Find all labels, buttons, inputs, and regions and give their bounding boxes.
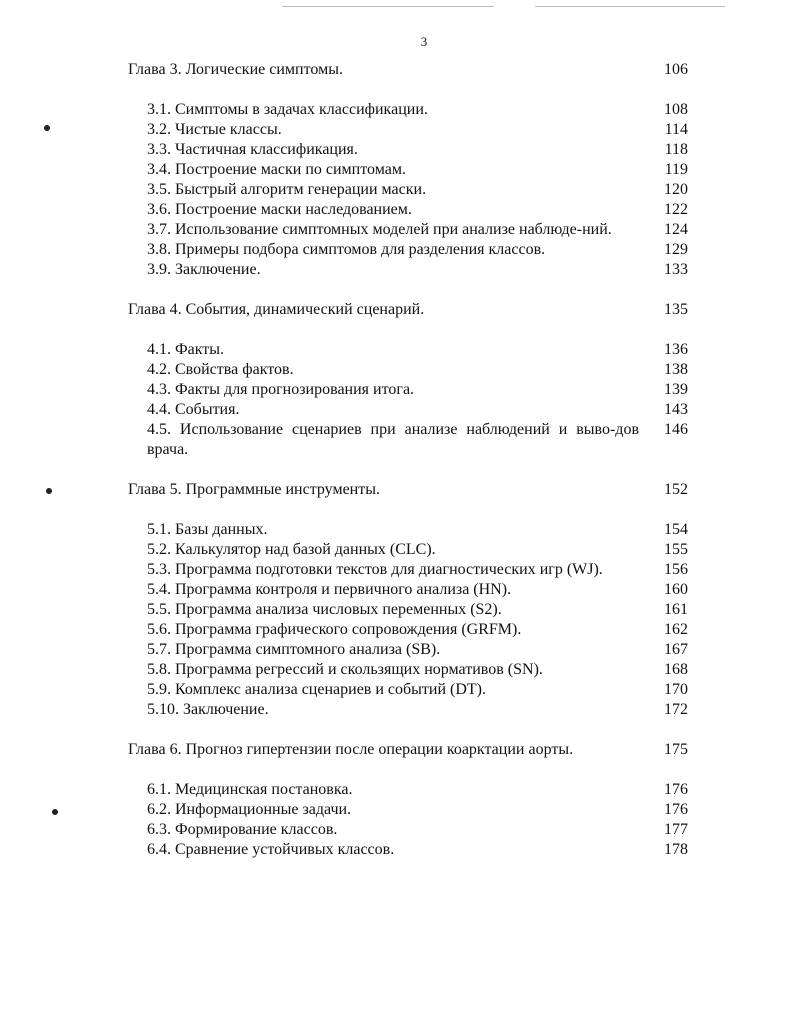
section-title: 3.6. Построение маски наследованием. (147, 201, 412, 218)
section-title: 3.3. Частичная классификация. (147, 141, 358, 158)
chapter-page-number: 152 (664, 481, 688, 498)
chapter-title: Глава 4. События, динамический сценарий. (128, 301, 425, 318)
section-page-number: 176 (664, 781, 688, 798)
chapter-title: Глава 5. Программные инструменты. (128, 481, 380, 498)
section-title: 6.1. Медицинская постановка. (147, 781, 353, 798)
section-title: 5.10. Заключение. (147, 701, 269, 718)
page-number: 3 (420, 34, 428, 49)
section-page-number: 160 (664, 581, 688, 598)
section-page-number: 168 (664, 661, 688, 678)
section-page-number: 136 (664, 341, 688, 358)
toc-section (0, 420, 792, 460)
section-title: 3.5. Быстрый алгоритм генерации маски. (147, 181, 427, 198)
section-page-number: 133 (664, 261, 688, 278)
scan-edge-line (535, 6, 725, 7)
section-title: 3.1. Симптомы в задачах классификации. (147, 101, 428, 118)
toc-section (0, 600, 792, 620)
section-title: 3.4. Построение маски по симптомам. (147, 161, 406, 178)
toc-section (0, 700, 792, 720)
section-list (0, 520, 792, 720)
table-of-contents (0, 60, 792, 880)
toc-section (0, 180, 792, 200)
section-page-number: 176 (664, 801, 688, 818)
toc-section (0, 580, 792, 600)
toc-section (0, 560, 792, 580)
toc-section (0, 520, 792, 540)
chapter-page-number: 135 (664, 301, 688, 318)
toc-section (0, 380, 792, 400)
toc-section (0, 400, 792, 420)
section-page-number: 170 (664, 681, 688, 698)
toc-section (0, 660, 792, 680)
section-page-number: 129 (664, 241, 688, 258)
section-title: 3.9. Заключение. (147, 261, 261, 278)
toc-section (0, 100, 792, 120)
toc-section (0, 220, 792, 240)
section-page-number: 177 (664, 821, 688, 838)
toc-section (0, 120, 792, 140)
toc-section (0, 340, 792, 360)
toc-section (0, 800, 792, 820)
section-page-number: 156 (664, 561, 688, 578)
chapter-title: Глава 6. Прогноз гипертензии после операции коарктации аорты. (128, 741, 574, 758)
toc-chapter (0, 740, 792, 760)
section-page-number: 146 (664, 421, 688, 438)
section-list (0, 340, 792, 460)
chapter-page-number: 106 (664, 61, 688, 78)
section-title: 6.2. Информационные задачи. (147, 801, 352, 818)
section-page-number: 114 (664, 121, 688, 138)
section-page-number: 120 (664, 181, 688, 198)
section-list (0, 100, 792, 280)
chapter-page-number: 175 (664, 741, 688, 758)
section-page-number: 118 (664, 141, 688, 158)
toc-section (0, 140, 792, 160)
toc-section (0, 360, 792, 380)
section-page-number: 162 (664, 621, 688, 638)
section-page-number: 122 (664, 201, 688, 218)
scan-edge-line (282, 6, 494, 7)
section-page-number: 119 (664, 161, 688, 178)
section-page-number: 124 (664, 221, 688, 238)
toc-chapter (0, 480, 792, 500)
section-title: 6.3. Формирование классов. (147, 821, 338, 838)
toc-section (0, 260, 792, 280)
section-title: 5.7. Программа симптомного анализа (SB). (147, 641, 441, 658)
section-title: 4.5. Использование сценариев при анализе наблюдений и выво-дов врача. (147, 421, 639, 458)
section-page-number: 138 (664, 361, 688, 378)
section-title: 5.8. Программа регрессий и скользящих нормативов (SN). (147, 661, 543, 678)
section-title: 4.1. Факты. (147, 341, 225, 358)
toc-section (0, 200, 792, 220)
section-title: 5.4. Программа контроля и первичного анализа (HN). (147, 581, 512, 598)
toc-section (0, 620, 792, 640)
toc-section (0, 840, 792, 860)
section-page-number: 161 (664, 601, 688, 618)
section-title: 3.7. Использование симптомных моделей при анализе наблюде-ний. (147, 221, 612, 238)
toc-chapter (0, 60, 792, 80)
toc-section (0, 240, 792, 260)
section-title: 5.6. Программа графического сопровождения (GRFM). (147, 621, 522, 638)
section-title: 3.2. Чистые классы. (147, 121, 282, 138)
section-page-number: 139 (664, 381, 688, 398)
toc-chapter (0, 300, 792, 320)
toc-section (0, 820, 792, 840)
toc-section (0, 540, 792, 560)
toc-section (0, 640, 792, 660)
section-page-number: 108 (664, 101, 688, 118)
section-page-number: 167 (664, 641, 688, 658)
section-title: 4.2. Свойства фактов. (147, 361, 294, 378)
section-title: 3.8. Примеры подбора симптомов для разделения классов. (147, 241, 546, 258)
section-title: 5.2. Калькулятор над базой данных (CLC). (147, 541, 436, 558)
section-title: 5.5. Программа анализа числовых переменных (S2). (147, 601, 502, 618)
section-page-number: 155 (664, 541, 688, 558)
section-title: 4.4. События. (147, 401, 240, 418)
toc-section (0, 780, 792, 800)
section-title: 5.1. Базы данных. (147, 521, 268, 538)
section-list (0, 780, 792, 860)
section-title: 5.3. Программа подготовки текстов для диагностических игр (WJ). (147, 561, 603, 578)
chapter-title: Глава 3. Логические симптомы. (128, 61, 343, 78)
section-page-number: 154 (664, 521, 688, 538)
toc-section (0, 160, 792, 180)
section-page-number: 178 (664, 841, 688, 858)
section-page-number: 143 (664, 401, 688, 418)
section-title: 4.3. Факты для прогнозирования итога. (147, 381, 415, 398)
toc-section (0, 680, 792, 700)
section-title: 6.4. Сравнение устойчивых классов. (147, 841, 395, 858)
section-page-number: 172 (664, 701, 688, 718)
section-title: 5.9. Комплекс анализа сценариев и событий (DT). (147, 681, 486, 698)
